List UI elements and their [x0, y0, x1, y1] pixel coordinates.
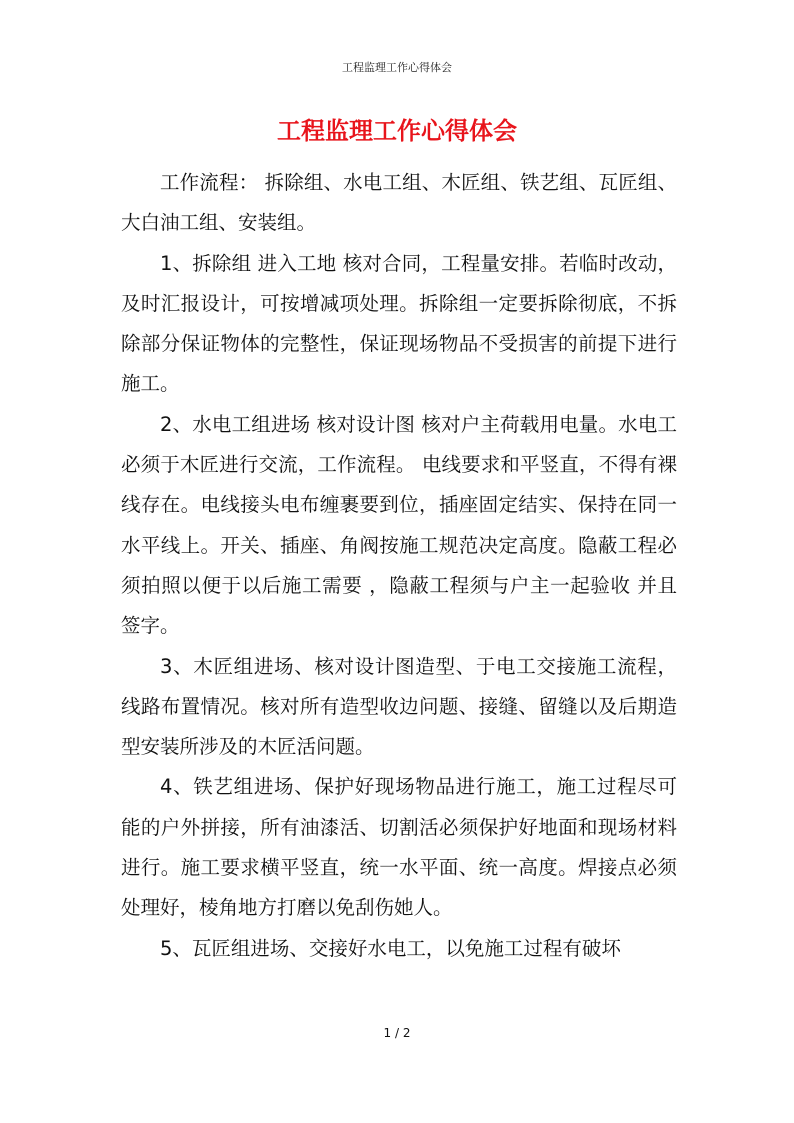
document-body — [121, 163, 677, 969]
paragraph-workflow: 工作流程： 拆除组、水电工组、木匠组、铁艺组、瓦匠组、大白油工组、安装组。 — [121, 171, 677, 235]
paragraph-ironwork: 4、铁艺组进场、保护好现场物品进行施工，施工过程尽可能的户外拼接，所有油漆活、切割活必须保护好地面和现场材料进行。施工要求横平竖直，统一水平面、统一高度。焊接点必须处理好，棱角地方打磨以免刮伤她人。 — [121, 775, 677, 920]
paragraph-demolition: 1、拆除组 进入工地 核对合同，工程量安排。若临时改动，及时汇报设计，可按增减项处理。拆除组一定要拆除彻底，不拆除部分保证物体的完整性，保证现场物品不受损害的前提下进行施工。 — [121, 251, 677, 396]
paragraph-masonry: 5、瓦匠组进场、交接好水电工，以免施工过程有破坏 — [160, 936, 621, 960]
running-header: 工程监理工作心得体会 — [342, 61, 452, 74]
paragraph-plumbing-electrical: 2、水电工组进场 核对设计图 核对户主荷载用电量。水电工必须于木匠进行交流，工作流程。 电线要求和平竖直，不得有裸线存在。电线接头电布缠裹要到位，插座固定结实、保持在同一水平线上。开关、插座、角阀按施工规范决定高度。隐蔽工程必须拍照以便于以后施工需要 ，隐蔽工程须与户主一起验收 并且签字。 — [121, 412, 677, 638]
document-title: 工程监理工作心得体会 — [277, 117, 517, 145]
page-number: 1 / 2 — [383, 1026, 411, 1040]
paragraph-carpentry: 3、木匠组进场、核对设计图造型、于电工交接施工流程，线路布置情况。核对所有造型收边问题、接缝、留缝以及后期造型安装所涉及的木匠活问题。 — [121, 654, 677, 759]
